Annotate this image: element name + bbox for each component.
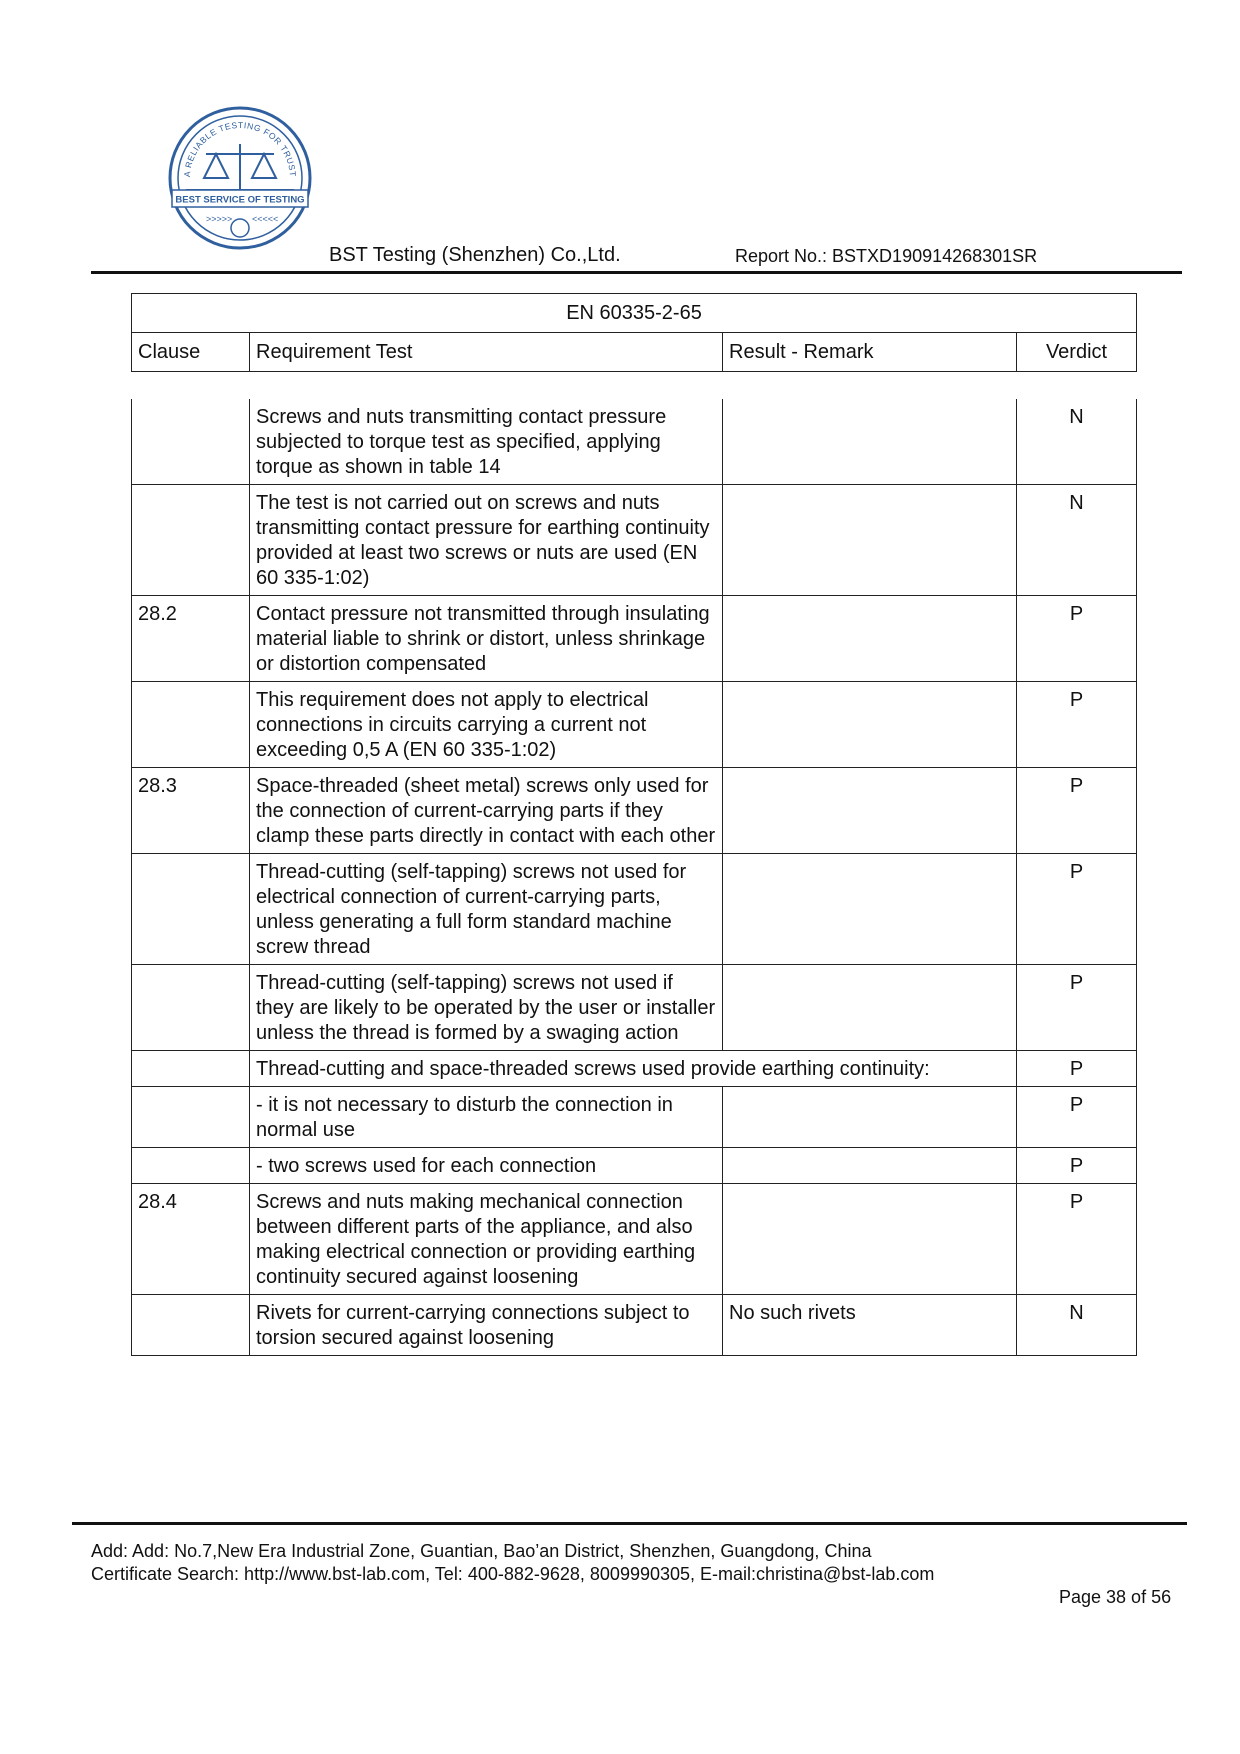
- requirement-cell: Thread-cutting (self-tapping) screws not used if they are likely to be operated by the user or installer unless the thread is formed by a swaging action: [250, 965, 723, 1051]
- verdict-cell: P: [1017, 1148, 1137, 1184]
- result-cell: [723, 854, 1017, 965]
- clause-cell: [132, 399, 250, 485]
- clause-cell: 28.2: [132, 596, 250, 682]
- column-header-result: Result - Remark: [723, 333, 1017, 372]
- result-cell: [723, 1184, 1017, 1295]
- requirement-cell: - it is not necessary to disturb the connection in normal use: [250, 1087, 723, 1148]
- clause-cell: [132, 1148, 250, 1184]
- table-row: [132, 682, 1137, 768]
- verdict-cell: N: [1017, 1295, 1137, 1356]
- requirement-cell: This requirement does not apply to electrical connections in circuits carrying a current not exceeding 0,5 A (EN 60 335-1:02): [250, 682, 723, 768]
- footer-divider: [72, 1522, 1187, 1525]
- result-cell: [723, 1087, 1017, 1148]
- verdict-cell: N: [1017, 485, 1137, 596]
- header-divider: [91, 271, 1182, 274]
- footer-certificate-search: Certificate Search: http://www.bst-lab.com, Tel: 400-882-9628, 8009990305, E-mail:christina@bst-lab.com: [91, 1564, 935, 1584]
- table-row: [132, 596, 1137, 682]
- table-row: [132, 1051, 1137, 1087]
- requirements-table: [131, 399, 1137, 1356]
- verdict-cell: P: [1017, 854, 1137, 965]
- balance-scale-icon: [186, 144, 294, 190]
- column-header-verdict: Verdict: [1017, 333, 1137, 372]
- verdict-cell: P: [1017, 965, 1137, 1051]
- verdict-cell: N: [1017, 399, 1137, 485]
- table-row: [132, 1087, 1137, 1148]
- table-row: [132, 1184, 1137, 1295]
- result-cell: [723, 682, 1017, 768]
- company-logo: [166, 104, 314, 252]
- report-number: Report No.: BSTXD190914268301SR: [735, 246, 1038, 266]
- requirement-cell: Contact pressure not transmitted through insulating material liable to shrink or distort, unless shrinkage or distortion compensated: [250, 596, 723, 682]
- logo-arc-text: A RELIABLE TESTING FOR TRUST: [181, 119, 299, 178]
- table-header: [131, 293, 1137, 372]
- result-cell: [723, 596, 1017, 682]
- clause-cell: [132, 854, 250, 965]
- requirement-cell: The test is not carried out on screws and nuts transmitting contact pressure for earthing continuity provided at least two screws or nuts are used (EN 60 335-1:02): [250, 485, 723, 596]
- clause-cell: [132, 1295, 250, 1356]
- table-row: [132, 854, 1137, 965]
- logo-band-text: BEST SERVICE OF TESTING: [175, 194, 305, 206]
- requirement-cell: Screws and nuts making mechanical connection between different parts of the appliance, and also making electrical connection or providing earthing continuity secured against loosening: [250, 1184, 723, 1295]
- standard-title: EN 60335-2-65: [132, 294, 1137, 333]
- result-cell: [723, 485, 1017, 596]
- verdict-cell: P: [1017, 768, 1137, 854]
- table-row: [132, 965, 1137, 1051]
- requirement-cell: Thread-cutting and space-threaded screws used provide earthing continuity:: [250, 1051, 1017, 1087]
- clause-cell: [132, 965, 250, 1051]
- clause-cell: [132, 1087, 250, 1148]
- svg-text:<<<<<: <<<<<: [252, 214, 279, 224]
- result-cell: [723, 1148, 1017, 1184]
- verdict-cell: P: [1017, 1087, 1137, 1148]
- table-row: [132, 768, 1137, 854]
- svg-text:>>>>>: >>>>>: [206, 214, 233, 224]
- company-name: BST Testing (Shenzhen) Co.,Ltd.: [329, 244, 621, 266]
- table-row: [132, 1295, 1137, 1356]
- verdict-cell: P: [1017, 682, 1137, 768]
- requirement-cell: Screws and nuts transmitting contact pressure subjected to torque test as specified, applying torque as shown in table 14: [250, 399, 723, 485]
- clause-cell: [132, 682, 250, 768]
- clause-cell: [132, 1051, 250, 1087]
- requirement-cell: Space-threaded (sheet metal) screws only used for the connection of current-carrying parts if they clamp these parts directly in contact with each other: [250, 768, 723, 854]
- verdict-cell: P: [1017, 1184, 1137, 1295]
- result-cell: No such rivets: [723, 1295, 1017, 1356]
- result-cell: [723, 768, 1017, 854]
- result-cell: [723, 399, 1017, 485]
- logo-seal: [166, 104, 314, 252]
- clause-cell: 28.4: [132, 1184, 250, 1295]
- column-header-requirement: Requirement Test: [250, 333, 723, 372]
- column-header-clause: Clause: [132, 333, 250, 372]
- verdict-cell: P: [1017, 1051, 1137, 1087]
- requirement-cell: Thread-cutting (self-tapping) screws not used for electrical connection of current-carrying parts, unless generating a full form standard machine screw thread: [250, 854, 723, 965]
- table-row: [132, 485, 1137, 596]
- footer-address: Add: Add: No.7,New Era Industrial Zone, Guantian, Bao’an District, Shenzhen, Guangdong, China: [91, 1541, 872, 1561]
- requirement-cell: - two screws used for each connection: [250, 1148, 723, 1184]
- page-number: Page 38 of 56: [1059, 1587, 1172, 1607]
- table-row: [132, 399, 1137, 485]
- result-cell: [723, 965, 1017, 1051]
- clause-cell: 28.3: [132, 768, 250, 854]
- clause-cell: [132, 485, 250, 596]
- verdict-cell: P: [1017, 596, 1137, 682]
- requirement-cell: Rivets for current-carrying connections subject to torsion secured against loosening: [250, 1295, 723, 1356]
- table-row: [132, 1148, 1137, 1184]
